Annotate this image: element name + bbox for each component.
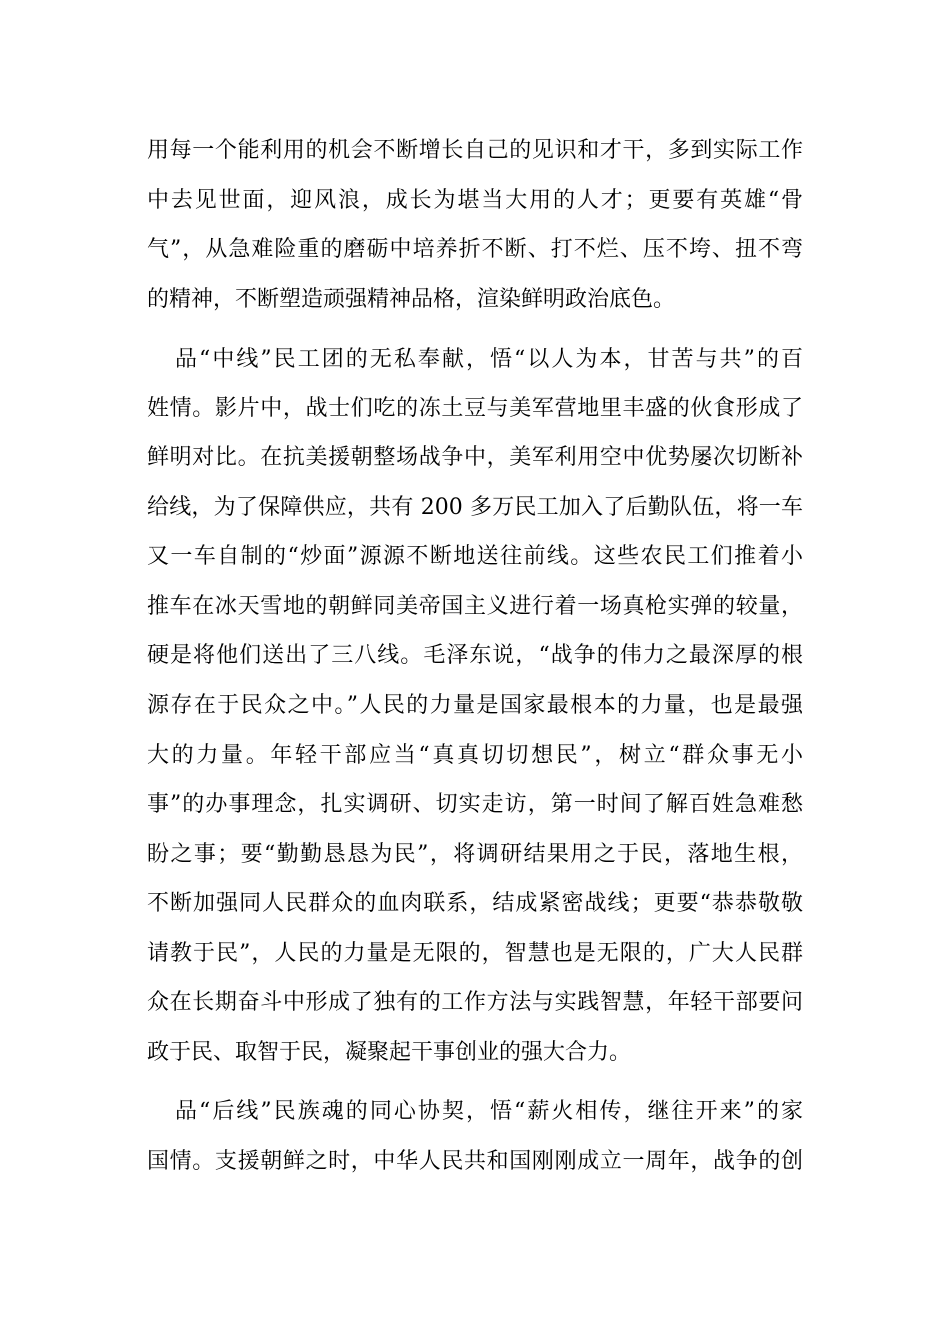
paragraph-2-line-9: 大的力量。年轻干部应当“真真切切想民”，树立“群众事无小 [147, 743, 803, 768]
paragraph-3-line-1: 品“后线”民族魂的同心协契，悟“薪火相传，继往开来”的家 [175, 1099, 803, 1124]
paragraph-2-line-7: 硬是将他们送出了三八线。毛泽东说，“战争的伟力之最深厚的根 [147, 643, 803, 668]
paragraph-1-line-4: 的精神，不断塑造顽强精神品格，渲染鲜明政治底色。 [147, 287, 676, 312]
paragraph-1-line-3: 气”，从急难险重的磨砺中培养折不断、打不烂、压不垮、扭不弯 [147, 237, 803, 262]
paragraph-2-line-2: 姓情。影片中，战士们吃的冻土豆与美军营地里丰盛的伙食形成了 [147, 396, 803, 421]
paragraph-2-line-12: 不断加强同人民群众的血肉联系，结成紧密战线；更要“恭恭敬敬 [147, 891, 803, 916]
paragraph-2-line-4: 给线，为了保障供应，共有 200 多万民工加入了后勤队伍，将一车 [147, 495, 803, 520]
paragraph-1-line-2: 中去见世面，迎风浪，成长为堪当大用的人才；更要有英雄“骨 [147, 188, 803, 213]
paragraph-2-line-5: 又一车自制的“炒面”源源不断地送往前线。这些农民工们推着小 [147, 544, 803, 569]
paragraph-2-line-8: 源存在于民众之中。”人民的力量是国家最根本的力量，也是最强 [147, 693, 803, 718]
paragraph-2-line-10: 事”的办事理念，扎实调研、切实走访，第一时间了解百姓急难愁 [147, 792, 803, 817]
paragraph-2-line-3: 鲜明对比。在抗美援朝整场战争中，美军利用空中优势屡次切断补 [147, 445, 803, 470]
paragraph-2-line-6: 推车在冰天雪地的朝鲜同美帝国主义进行着一场真枪实弹的较量， [147, 594, 803, 619]
paragraph-2-line-15: 政于民、取智于民，凝聚起干事创业的强大合力。 [147, 1040, 632, 1065]
paragraph-2-line-14: 众在长期奋斗中形成了独有的工作方法与实践智慧，年轻干部要问 [147, 990, 803, 1015]
paragraph-1-line-1: 用每一个能利用的机会不断增长自己的见识和才干，多到实际工作 [147, 138, 803, 163]
paragraph-2-line-1: 品“中线”民工团的无私奉献，悟“以人为本，甘苦与共”的百 [175, 347, 803, 372]
paragraph-2-line-13: 请教于民”，人民的力量是无限的，智慧也是无限的，广大人民群 [147, 941, 803, 966]
paragraph-2-line-11: 盼之事；要“勤勤恳恳为民”，将调研结果用之于民，落地生根， [147, 842, 803, 867]
paragraph-3-line-2: 国情。支援朝鲜之时，中华人民共和国刚刚成立一周年，战争的创 [147, 1149, 803, 1174]
